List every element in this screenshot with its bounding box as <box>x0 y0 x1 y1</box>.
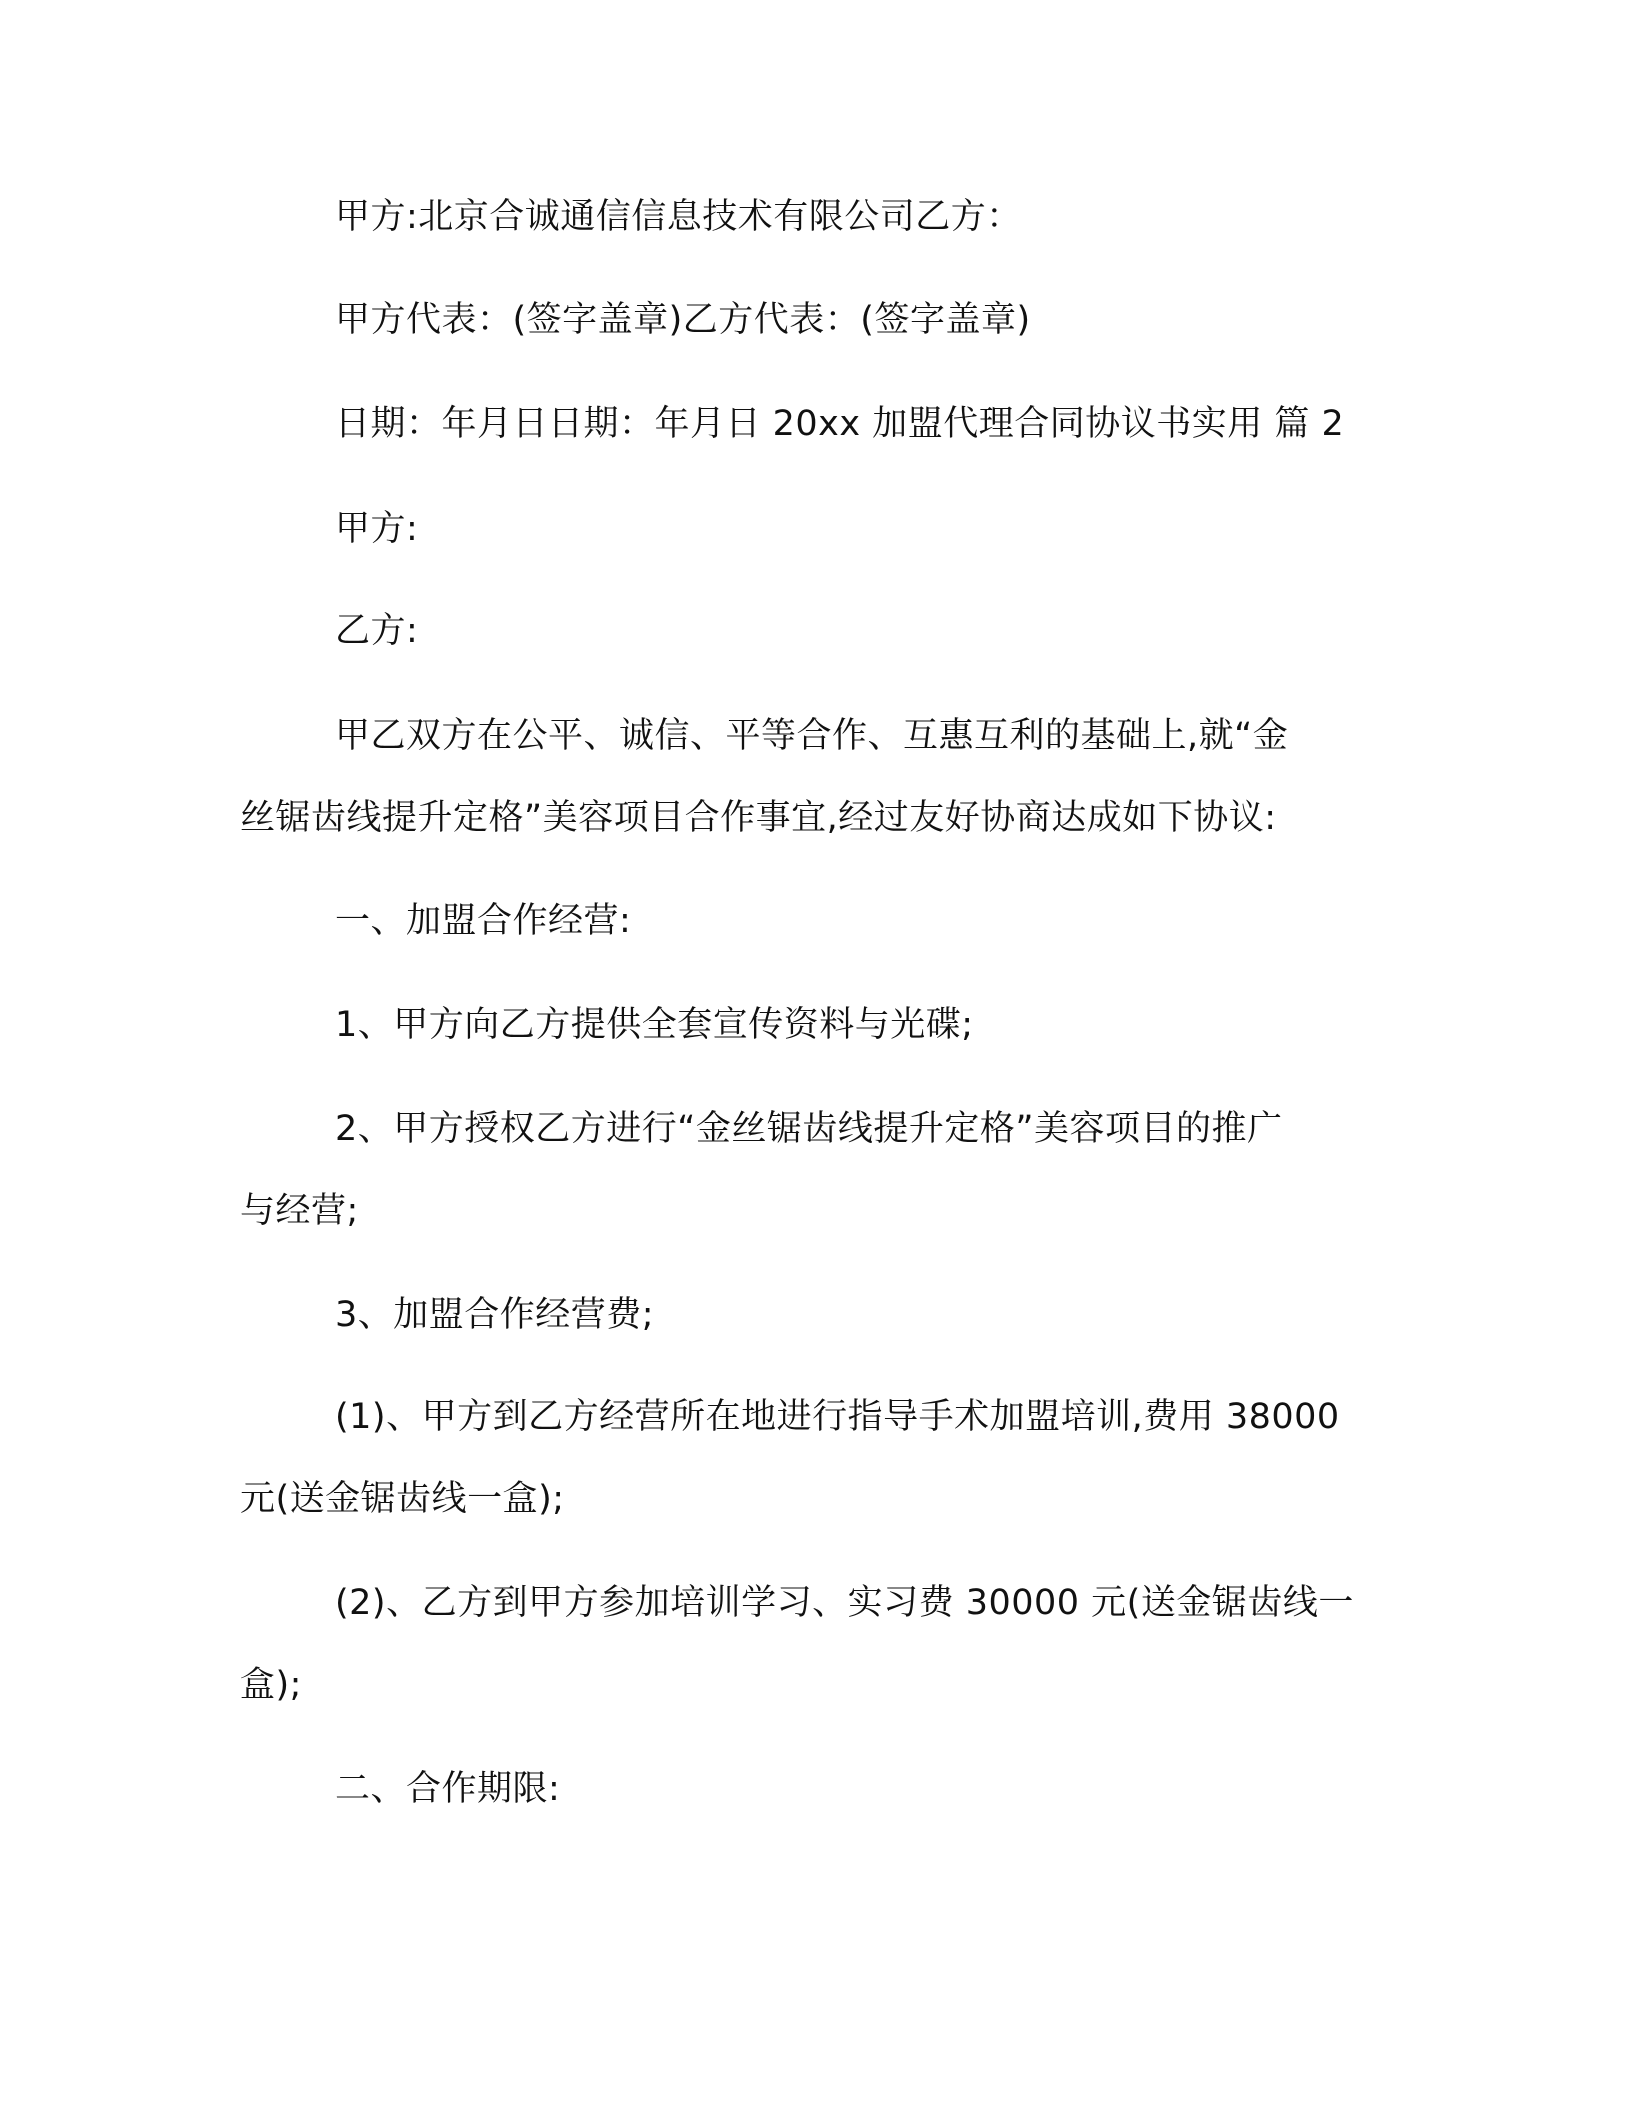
fee-item-1-line-1: (1)、甲方到乙方经营所在地进行指导手术加盟培训,费用 38000 <box>335 1397 1340 1437</box>
clause-3: 3、加盟合作经营费; <box>335 1295 655 1335</box>
clause-2-line-2: 与经营; <box>240 1191 359 1231</box>
section-1-heading: 一、加盟合作经营: <box>335 901 632 941</box>
clause-2-line-1: 2、甲方授权乙方进行“金丝锯齿线提升定格”美容项目的推广 <box>335 1109 1283 1149</box>
representative-line: 甲方代表：(签字盖章)乙方代表：(签字盖章) <box>335 300 1031 340</box>
fee-item-1-line-2: 元(送金锯齿线一盒); <box>240 1479 565 1519</box>
fee-item-2-line-2: 盒); <box>240 1665 302 1705</box>
clause-1: 1、甲方向乙方提供全套宣传资料与光碟; <box>335 1005 974 1045</box>
fee-item-2-line-1: (2)、乙方到甲方参加培训学习、实习费 30000 元(送金锯齿线一 <box>335 1583 1354 1623</box>
party-b-label: 乙方: <box>335 611 419 651</box>
party-a-line: 甲方:北京合诚通信信息技术有限公司乙方： <box>335 197 1022 237</box>
intro-paragraph-line-2: 丝锯齿线提升定格”美容项目合作事宜,经过友好协商达成如下协议: <box>240 798 1277 838</box>
intro-paragraph-line-1: 甲乙双方在公平、诚信、平等合作、互惠互利的基础上,就“金 <box>335 716 1289 756</box>
party-a-label: 甲方: <box>335 509 419 549</box>
section-2-heading: 二、合作期限: <box>335 1769 561 1809</box>
date-and-title-line: 日期：年月日日期：年月日 20xx 加盟代理合同协议书实用 篇 2 <box>335 404 1345 444</box>
